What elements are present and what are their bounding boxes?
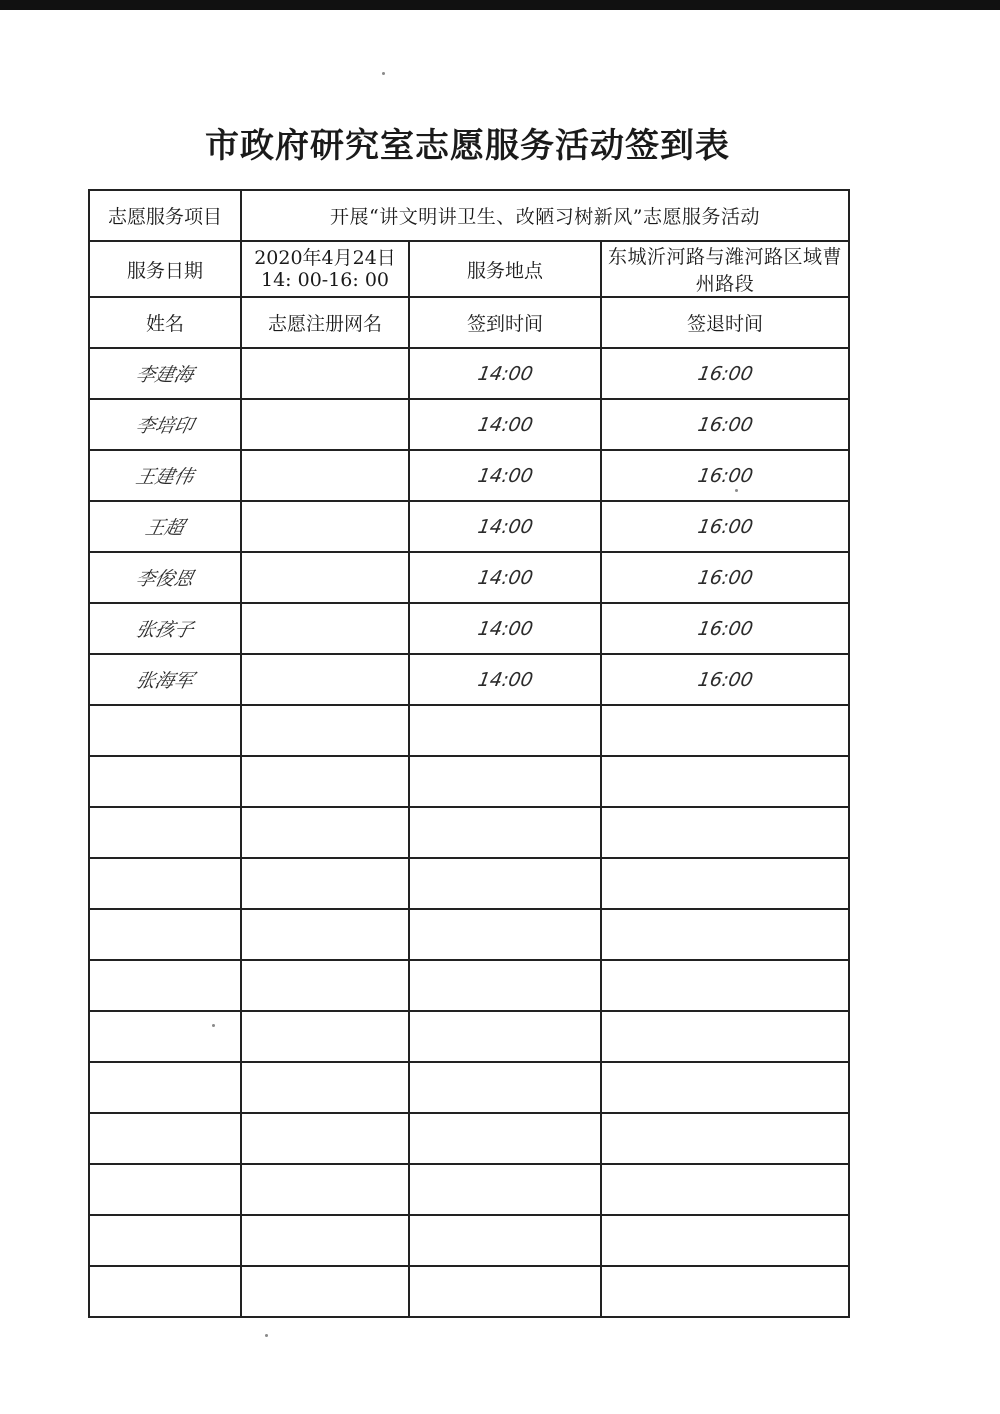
sign-out-time-cell-text: 16:00 [695,515,755,538]
page-title: 市政府研究室志愿服务活动签到表 [205,126,730,166]
signature-cell: 张海军 [84,654,247,705]
table-row [89,552,849,603]
sign-in-time-cell-text: 14:00 [475,617,535,640]
sign-in-time-cell [409,705,601,756]
sign-out-time-cell [601,807,849,858]
sign-in-time-cell [409,1266,601,1317]
place-label: 服务地点 [409,241,601,297]
table-row [89,1113,849,1164]
table-row [89,654,849,705]
sign-out-time-cell [601,348,849,399]
table-row [89,348,849,399]
sign-out-time-cell [601,603,849,654]
reg-name-cell [241,450,409,501]
date-line: 2020年4月24日 [254,247,396,269]
sign-out-time-cell-text: 16:00 [695,566,755,589]
signature-cell [84,858,247,909]
place-value: 东城沂河路与潍河路区域曹州路段 [601,241,849,297]
signature-cell [84,1062,247,1113]
reg-name-cell [241,1215,409,1266]
sign-out-time-cell-text: 16:00 [695,464,755,487]
reg-name-cell [241,1266,409,1317]
sign-out-time-cell [601,1113,849,1164]
reg-name-cell [241,399,409,450]
sign-in-time-cell [409,960,601,1011]
sign-in-time-cell [409,1062,601,1113]
table-row [89,603,849,654]
project-label: 志愿服务项目 [89,190,241,241]
table-row [89,960,849,1011]
sign-in-time-cell [409,1215,601,1266]
reg-name-cell [241,552,409,603]
table-row [89,501,849,552]
signature-cell: 王超 [84,501,247,552]
table-row [89,1164,849,1215]
table-row [89,858,849,909]
signature-cell: 李建海 [84,348,247,399]
sign-in-time-cell-text: 14:00 [475,566,535,589]
signin-table [88,189,850,1318]
sign-out-time-cell [601,501,849,552]
sign-in-time-cell [409,1113,601,1164]
scan-speck [382,72,385,75]
date-label: 服务日期 [89,241,241,297]
sign-in-time-cell [409,603,601,654]
sign-in-time-cell [409,399,601,450]
scan-speck [265,1334,268,1337]
sign-in-time-cell [409,1164,601,1215]
sign-out-time-cell [601,756,849,807]
signature-cell [84,705,247,756]
table-row [89,1011,849,1062]
column-header-row [89,297,849,348]
sign-out-time-cell-text: 16:00 [695,362,755,385]
sign-in-time-cell [409,552,601,603]
table-row [89,1062,849,1113]
reg-name-cell [241,603,409,654]
sign-out-time-cell [601,705,849,756]
sign-out-time-cell-text: 16:00 [695,668,755,691]
sign-in-time-cell [409,858,601,909]
signature-cell [84,909,247,960]
signature-cell [84,1215,247,1266]
reg-name-cell [241,909,409,960]
sign-in-time-cell-text: 14:00 [475,668,535,691]
sign-in-time-cell [409,450,601,501]
table-row [89,909,849,960]
table-row [89,1215,849,1266]
sign-in-time-cell-text: 14:00 [475,515,535,538]
scan-edge [0,0,1000,10]
signature-cell: 张孩子 [84,603,247,654]
sign-out-time-cell [601,450,849,501]
scan-speck [212,1024,215,1027]
table-row [89,450,849,501]
table-row [89,756,849,807]
reg-name-cell [241,1062,409,1113]
reg-name-cell [241,1113,409,1164]
sign-in-time-cell-text: 14:00 [475,362,535,385]
reg-name-cell [241,807,409,858]
sign-out-time-cell [601,552,849,603]
scan-speck [735,489,738,492]
signature-cell [84,1266,247,1317]
sign-in-time-cell [409,501,601,552]
col-header-sign-out: 签退时间 [601,297,849,348]
reg-name-cell [241,858,409,909]
reg-name-cell [241,756,409,807]
signature-cell [84,960,247,1011]
signature-cell [84,807,247,858]
sign-out-time-cell [601,960,849,1011]
sign-in-time-cell [409,756,601,807]
sign-out-time-cell [601,1011,849,1062]
signature-cell [84,1113,247,1164]
table-row [89,1266,849,1317]
project-value: 开展“讲文明讲卫生、改陋习树新风”志愿服务活动 [241,190,849,241]
reg-name-cell [241,501,409,552]
sign-out-time-cell [601,1266,849,1317]
signature-cell [84,1011,247,1062]
sign-out-time-cell [601,1164,849,1215]
date-value [241,241,409,297]
table-row [89,705,849,756]
signature-cell: 李培印 [84,399,247,450]
sign-in-time-cell-text: 14:00 [475,464,535,487]
sign-out-time-cell [601,1215,849,1266]
time-range-line: 14: 00-16: 00 [260,269,389,291]
signature-cell [84,1164,247,1215]
sign-out-time-cell [601,909,849,960]
col-header-sign-in: 签到时间 [409,297,601,348]
sign-out-time-cell [601,654,849,705]
reg-name-cell [241,1164,409,1215]
sign-in-time-cell [409,348,601,399]
project-row [89,190,849,241]
sign-in-time-cell [409,807,601,858]
sign-out-time-cell-text: 16:00 [695,413,755,436]
sign-in-time-cell-text: 14:00 [475,413,535,436]
sign-out-time-cell [601,1062,849,1113]
signature-cell: 李俊恩 [84,552,247,603]
reg-name-cell [241,705,409,756]
sign-out-time-cell-text: 16:00 [695,617,755,640]
reg-name-cell [241,1011,409,1062]
sign-out-time-cell [601,858,849,909]
reg-name-cell [241,348,409,399]
sign-in-time-cell [409,909,601,960]
sign-out-time-cell [601,399,849,450]
sign-in-time-cell [409,654,601,705]
date-place-row [89,241,849,297]
sign-in-time-cell [409,1011,601,1062]
reg-name-cell [241,654,409,705]
reg-name-cell [241,960,409,1011]
table-row [89,807,849,858]
table-row [89,399,849,450]
col-header-name: 姓名 [89,297,241,348]
signature-cell [84,756,247,807]
col-header-reg-name: 志愿注册网名 [241,297,409,348]
signature-cell: 王建伟 [84,450,247,501]
